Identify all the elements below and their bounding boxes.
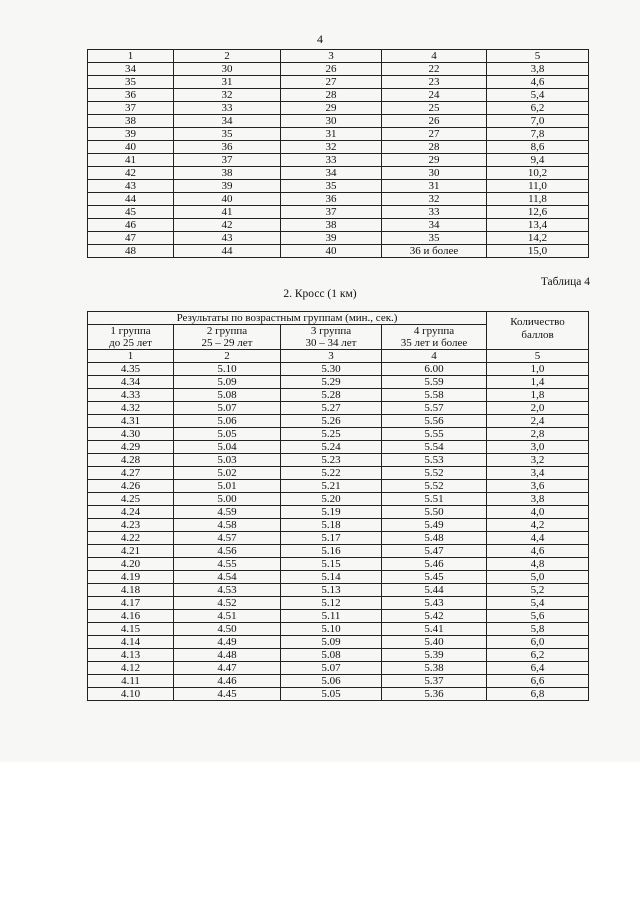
table-cell: 4.48 <box>174 649 281 662</box>
table-cell: 10,2 <box>487 167 589 180</box>
table-cell: 33 <box>382 206 487 219</box>
table-cell: 5.08 <box>174 389 281 402</box>
table-cell: 5.16 <box>281 545 382 558</box>
column-number: 1 <box>88 350 174 363</box>
group-name: 3 группа <box>310 325 352 337</box>
table-cell: 5.10 <box>281 623 382 636</box>
column-number-row <box>88 350 589 363</box>
table-cell: 36 <box>281 193 382 206</box>
table-row <box>88 428 589 441</box>
table-cell: 5.17 <box>281 532 382 545</box>
column-number: 1 <box>88 50 174 63</box>
table-label: Таблица 4 <box>540 276 590 288</box>
table-cell: 43 <box>174 232 281 245</box>
group-age: 25 – 29 лет <box>201 337 253 349</box>
cross-score-table-body <box>88 363 589 701</box>
table-cell: 5.06 <box>174 415 281 428</box>
table-cell: 24 <box>382 89 487 102</box>
table-cell: 3,0 <box>487 441 589 454</box>
table-cell: 40 <box>281 245 382 258</box>
table-cell: 45 <box>88 206 174 219</box>
table-cell: 6.00 <box>382 363 487 376</box>
table-cell: 5.00 <box>174 493 281 506</box>
table-cell: 4.59 <box>174 506 281 519</box>
table-cell: 42 <box>174 219 281 232</box>
table-cell: 4.50 <box>174 623 281 636</box>
table-cell: 32 <box>382 193 487 206</box>
table-cell: 5.38 <box>382 662 487 675</box>
table-cell: 5.27 <box>281 402 382 415</box>
table-cell: 5.56 <box>382 415 487 428</box>
table-cell: 4.17 <box>88 597 174 610</box>
table-cell: 5.30 <box>281 363 382 376</box>
group-header <box>382 325 487 350</box>
table-cell: 33 <box>174 102 281 115</box>
table-cell: 48 <box>88 245 174 258</box>
table-cell: 30 <box>281 115 382 128</box>
table-cell: 5.45 <box>382 571 487 584</box>
table-cell: 22 <box>382 63 487 76</box>
points-header: Количество баллов <box>487 312 589 350</box>
column-number: 3 <box>281 350 382 363</box>
table-cell: 5.12 <box>281 597 382 610</box>
table-row <box>88 467 589 480</box>
table-cell: 3,8 <box>487 493 589 506</box>
table-cell: 46 <box>88 219 174 232</box>
table-row <box>88 623 589 636</box>
table-cell: 5.29 <box>281 376 382 389</box>
table-cell: 39 <box>281 232 382 245</box>
table-cell: 15,0 <box>487 245 589 258</box>
table-cell: 3,6 <box>487 480 589 493</box>
group-age: до 25 лет <box>109 337 152 349</box>
table-cell: 5.42 <box>382 610 487 623</box>
table-cell: 1,4 <box>487 376 589 389</box>
table-cell: 5.39 <box>382 649 487 662</box>
table-row <box>88 128 589 141</box>
table-cell: 4.57 <box>174 532 281 545</box>
column-number: 2 <box>174 50 281 63</box>
table-cell: 7,8 <box>487 128 589 141</box>
table-row <box>88 363 589 376</box>
table-cell: 5.08 <box>281 649 382 662</box>
table-cell: 5.54 <box>382 441 487 454</box>
table-cell: 5.52 <box>382 480 487 493</box>
table-cell: 4.58 <box>174 519 281 532</box>
table-row <box>88 167 589 180</box>
table-cell: 5.26 <box>281 415 382 428</box>
table-row <box>88 597 589 610</box>
page-number: 4 <box>317 32 323 46</box>
table-cell: 5.09 <box>281 636 382 649</box>
table-cell: 5.10 <box>174 363 281 376</box>
table-cell: 5.44 <box>382 584 487 597</box>
table-cell: 5.14 <box>281 571 382 584</box>
table-cell: 14,2 <box>487 232 589 245</box>
table-cell: 5.52 <box>382 467 487 480</box>
group-header <box>88 325 174 350</box>
table-cell: 5,4 <box>487 597 589 610</box>
column-number: 4 <box>382 350 487 363</box>
table-cell: 5.09 <box>174 376 281 389</box>
table-cell: 43 <box>88 180 174 193</box>
table-cell: 4.45 <box>174 688 281 701</box>
table-cell: 37 <box>174 154 281 167</box>
table-cell: 4.34 <box>88 376 174 389</box>
table-cell: 5.41 <box>382 623 487 636</box>
table-cell: 4,6 <box>487 76 589 89</box>
table-cell: 5.40 <box>382 636 487 649</box>
table-cell: 31 <box>382 180 487 193</box>
group-header <box>281 325 382 350</box>
table-cell: 5,4 <box>487 89 589 102</box>
table-cell: 31 <box>281 128 382 141</box>
table-row <box>88 493 589 506</box>
table-cell: 5.18 <box>281 519 382 532</box>
table-cell: 35 <box>174 128 281 141</box>
table-row <box>88 206 589 219</box>
table-cell: 4.30 <box>88 428 174 441</box>
table-cell: 5.15 <box>281 558 382 571</box>
table-cell: 38 <box>281 219 382 232</box>
table-cell: 4.22 <box>88 532 174 545</box>
group-name: 1 группа <box>110 325 151 337</box>
table-cell: 5.48 <box>382 532 487 545</box>
table-cell: 4,6 <box>487 545 589 558</box>
table-cell: 2,8 <box>487 428 589 441</box>
table-cell: 5.28 <box>281 389 382 402</box>
column-number: 3 <box>281 50 382 63</box>
column-number: 2 <box>174 350 281 363</box>
table-cell: 5.25 <box>281 428 382 441</box>
table-cell: 3,8 <box>487 63 589 76</box>
table-cell: 6,2 <box>487 649 589 662</box>
score-table-continued-body <box>88 63 589 258</box>
table-row <box>88 519 589 532</box>
group-name: 4 группа <box>413 325 455 337</box>
column-number: 5 <box>487 50 589 63</box>
table-cell: 11,8 <box>487 193 589 206</box>
results-by-age-group-header: Результаты по возрастным группам (мин., сек.) <box>88 312 487 325</box>
table-cell: 4.55 <box>174 558 281 571</box>
table-cell: 23 <box>382 76 487 89</box>
table-cell: 4.15 <box>88 623 174 636</box>
table-cell: 5.06 <box>281 675 382 688</box>
table-row <box>88 571 589 584</box>
table-row <box>88 558 589 571</box>
table-cell: 4.19 <box>88 571 174 584</box>
table-cell: 5.04 <box>174 441 281 454</box>
table-row <box>88 480 589 493</box>
group-header <box>174 325 281 350</box>
table-cell: 1,8 <box>487 389 589 402</box>
table-cell: 5.37 <box>382 675 487 688</box>
table-cell: 4.47 <box>174 662 281 675</box>
table-cell: 5.49 <box>382 519 487 532</box>
table-row <box>88 545 589 558</box>
table-cell: 5.05 <box>174 428 281 441</box>
table-cell: 6,8 <box>487 688 589 701</box>
table-cell: 38 <box>174 167 281 180</box>
group-age: 30 – 34 лет <box>305 337 357 349</box>
table-cell: 4.23 <box>88 519 174 532</box>
table-cell: 41 <box>88 154 174 167</box>
table-row <box>88 219 589 232</box>
group-age: 35 лет и более <box>400 337 468 349</box>
table-cell: 29 <box>382 154 487 167</box>
table-cell: 5.59 <box>382 376 487 389</box>
table-cell: 4.14 <box>88 636 174 649</box>
table-cell: 30 <box>382 167 487 180</box>
table-cell: 34 <box>88 63 174 76</box>
table-cell: 6,6 <box>487 675 589 688</box>
table-row <box>88 649 589 662</box>
table-cell: 44 <box>88 193 174 206</box>
table-cell: 4.10 <box>88 688 174 701</box>
table-row <box>88 415 589 428</box>
table-cell: 5.20 <box>281 493 382 506</box>
table-cell: 4.31 <box>88 415 174 428</box>
table-cell: 4.16 <box>88 610 174 623</box>
table-row <box>88 454 589 467</box>
table-cell: 6,2 <box>487 102 589 115</box>
table-cell: 4.35 <box>88 363 174 376</box>
table-cell: 1,0 <box>487 363 589 376</box>
table-cell: 32 <box>281 141 382 154</box>
table-cell: 25 <box>382 102 487 115</box>
table-cell: 4.26 <box>88 480 174 493</box>
table-cell: 5,0 <box>487 571 589 584</box>
table-cell: 36 <box>174 141 281 154</box>
group-name: 2 группа <box>206 325 248 337</box>
table-cell: 5.57 <box>382 402 487 415</box>
table-cell: 4.27 <box>88 467 174 480</box>
table-cell: 12,6 <box>487 206 589 219</box>
table-cell: 5.22 <box>281 467 382 480</box>
table-cell: 41 <box>174 206 281 219</box>
table-row <box>88 532 589 545</box>
table-row <box>88 63 589 76</box>
table-cell: 36 и более <box>382 245 487 258</box>
table-cell: 47 <box>88 232 174 245</box>
table-row <box>88 636 589 649</box>
table-cell: 4.46 <box>174 675 281 688</box>
table-cell: 5.50 <box>382 506 487 519</box>
table-cell: 5.02 <box>174 467 281 480</box>
table-cell: 4,0 <box>487 506 589 519</box>
table-row <box>88 76 589 89</box>
table-cell: 4.24 <box>88 506 174 519</box>
table-row <box>88 115 589 128</box>
table-row <box>88 102 589 115</box>
table-cell: 5.03 <box>174 454 281 467</box>
table-cell: 3,4 <box>487 467 589 480</box>
table-cell: 2,4 <box>487 415 589 428</box>
table-cell: 4.13 <box>88 649 174 662</box>
table-cell: 4.53 <box>174 584 281 597</box>
table-cell: 34 <box>281 167 382 180</box>
table-row <box>88 376 589 389</box>
table-cell: 4.29 <box>88 441 174 454</box>
table-cell: 5.19 <box>281 506 382 519</box>
table-cell: 28 <box>281 89 382 102</box>
table-cell: 27 <box>281 76 382 89</box>
table-cell: 5.46 <box>382 558 487 571</box>
table-cell: 13,4 <box>487 219 589 232</box>
table-cell: 9,4 <box>487 154 589 167</box>
table-cell: 2,0 <box>487 402 589 415</box>
table-row <box>88 245 589 258</box>
table-cell: 28 <box>382 141 487 154</box>
table-row <box>88 584 589 597</box>
table-cell: 5.05 <box>281 688 382 701</box>
table-cell: 5.47 <box>382 545 487 558</box>
table-cell: 4.32 <box>88 402 174 415</box>
table-cell: 5.01 <box>174 480 281 493</box>
table-cell: 8,6 <box>487 141 589 154</box>
table-row <box>88 154 589 167</box>
cross-score-table <box>87 311 589 701</box>
table-cell: 11,0 <box>487 180 589 193</box>
table-row <box>88 193 589 206</box>
table-row <box>88 89 589 102</box>
table-cell: 4,4 <box>487 532 589 545</box>
table-cell: 4.49 <box>174 636 281 649</box>
table-row <box>88 402 589 415</box>
table-cell: 4.52 <box>174 597 281 610</box>
table-cell: 44 <box>174 245 281 258</box>
table-cell: 4.51 <box>174 610 281 623</box>
table-caption: 2. Кросс (1 км) <box>283 288 357 300</box>
table-cell: 7,0 <box>487 115 589 128</box>
table-cell: 26 <box>281 63 382 76</box>
column-number: 5 <box>487 350 589 363</box>
table-cell: 5.21 <box>281 480 382 493</box>
table-cell: 4.28 <box>88 454 174 467</box>
table-cell: 35 <box>382 232 487 245</box>
table-row <box>88 688 589 701</box>
table-cell: 4,2 <box>487 519 589 532</box>
table-cell: 34 <box>382 219 487 232</box>
table-cell: 4.11 <box>88 675 174 688</box>
table-row <box>88 441 589 454</box>
table-cell: 29 <box>281 102 382 115</box>
table-cell: 27 <box>382 128 487 141</box>
table-cell: 5.43 <box>382 597 487 610</box>
table-cell: 30 <box>174 63 281 76</box>
table-cell: 33 <box>281 154 382 167</box>
table-row <box>88 180 589 193</box>
table-cell: 31 <box>174 76 281 89</box>
table-cell: 5.51 <box>382 493 487 506</box>
table-cell: 35 <box>88 76 174 89</box>
table-cell: 4.56 <box>174 545 281 558</box>
table-cell: 37 <box>281 206 382 219</box>
table-cell: 4,8 <box>487 558 589 571</box>
table-cell: 5.07 <box>281 662 382 675</box>
table-cell: 26 <box>382 115 487 128</box>
score-table-continued <box>87 49 589 258</box>
table-cell: 3,2 <box>487 454 589 467</box>
table-cell: 5.13 <box>281 584 382 597</box>
table-cell: 5.07 <box>174 402 281 415</box>
table-row <box>88 610 589 623</box>
table-cell: 32 <box>174 89 281 102</box>
table-cell: 5.36 <box>382 688 487 701</box>
table-cell: 39 <box>88 128 174 141</box>
table-cell: 6,0 <box>487 636 589 649</box>
table-cell: 37 <box>88 102 174 115</box>
header-row-main <box>88 312 589 325</box>
table-row <box>88 232 589 245</box>
table-cell: 42 <box>88 167 174 180</box>
column-number: 4 <box>382 50 487 63</box>
table-cell: 5.24 <box>281 441 382 454</box>
column-number-row <box>88 50 589 63</box>
table-cell: 39 <box>174 180 281 193</box>
table-cell: 4.21 <box>88 545 174 558</box>
table-cell: 5.58 <box>382 389 487 402</box>
table-cell: 4.18 <box>88 584 174 597</box>
table-row <box>88 662 589 675</box>
table-cell: 4.12 <box>88 662 174 675</box>
table-cell: 40 <box>174 193 281 206</box>
table-cell: 5.11 <box>281 610 382 623</box>
table-cell: 4.33 <box>88 389 174 402</box>
table-row <box>88 141 589 154</box>
table-cell: 38 <box>88 115 174 128</box>
table-cell: 5.23 <box>281 454 382 467</box>
table-cell: 4.54 <box>174 571 281 584</box>
table-cell: 36 <box>88 89 174 102</box>
table-row <box>88 506 589 519</box>
table-row <box>88 675 589 688</box>
table-cell: 5,8 <box>487 623 589 636</box>
table-cell: 4.20 <box>88 558 174 571</box>
table-cell: 5,6 <box>487 610 589 623</box>
table-cell: 34 <box>174 115 281 128</box>
table-cell: 35 <box>281 180 382 193</box>
table-cell: 5.55 <box>382 428 487 441</box>
table-cell: 40 <box>88 141 174 154</box>
table-cell: 6,4 <box>487 662 589 675</box>
table-cell: 4.25 <box>88 493 174 506</box>
table-row <box>88 389 589 402</box>
table-cell: 5.53 <box>382 454 487 467</box>
table-cell: 5,2 <box>487 584 589 597</box>
